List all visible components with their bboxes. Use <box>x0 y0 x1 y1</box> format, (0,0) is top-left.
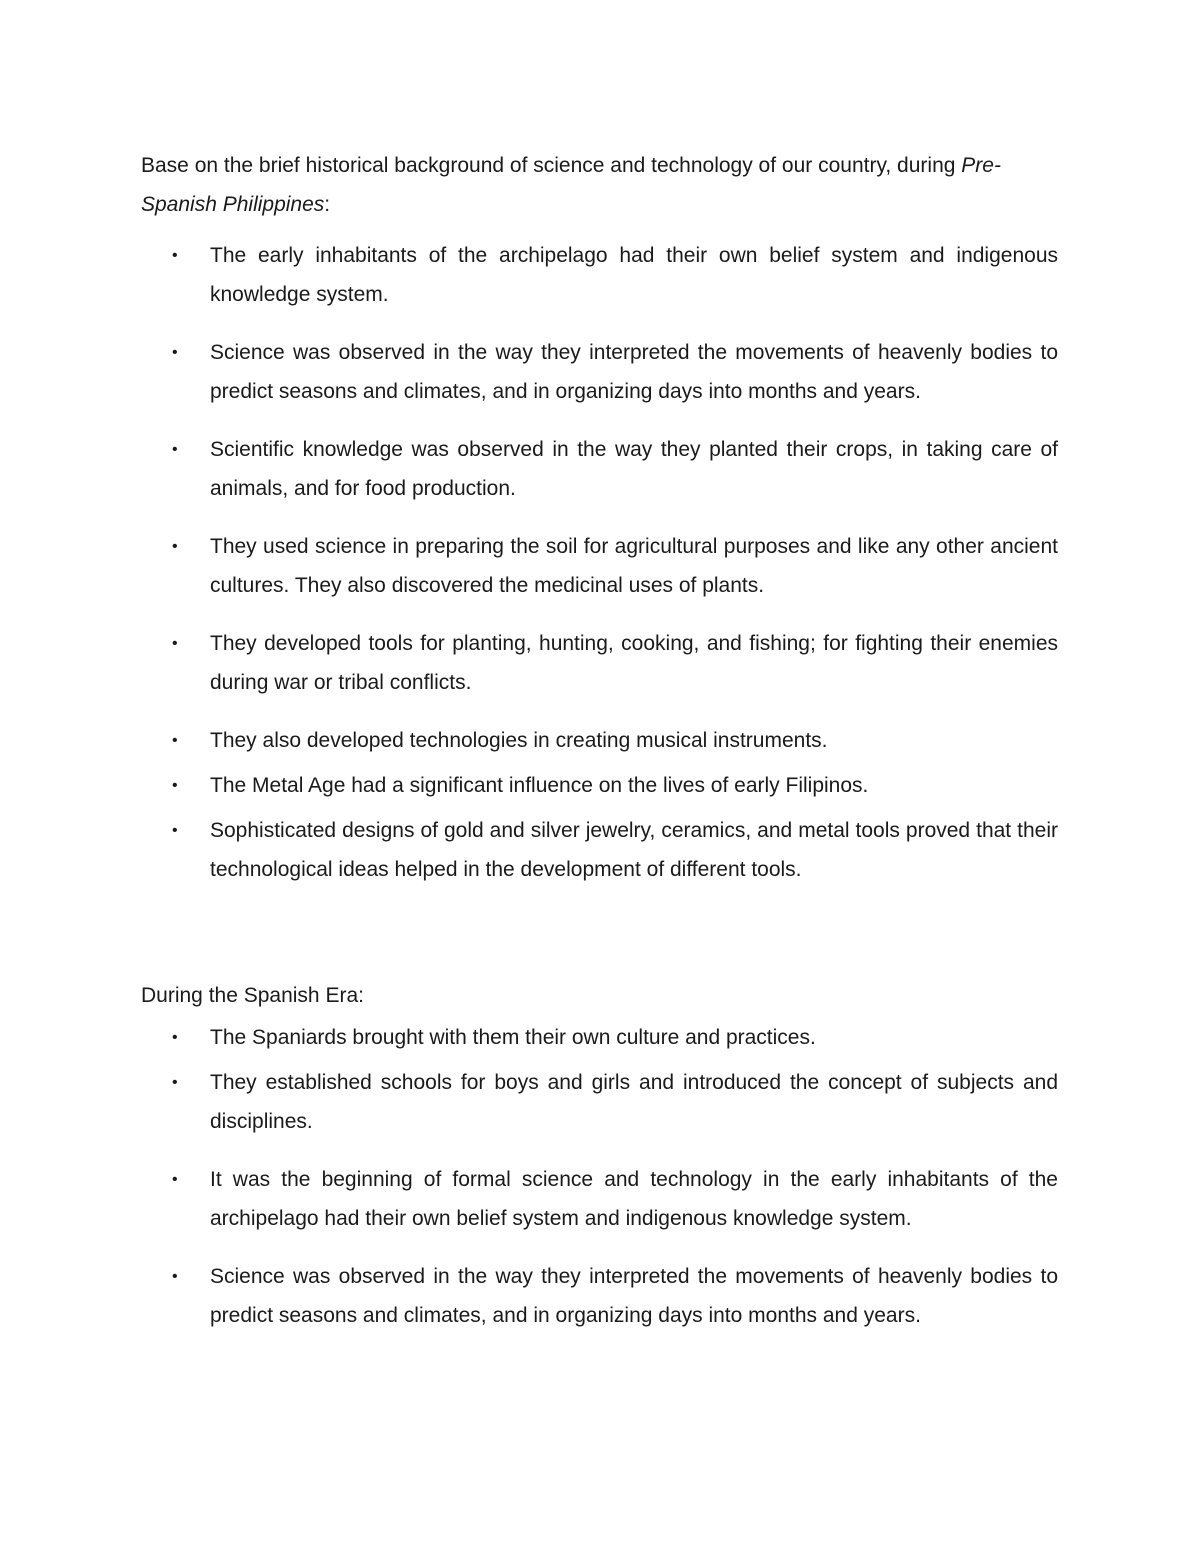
bullet-icon: • <box>172 538 178 555</box>
bullet-icon: • <box>172 635 178 652</box>
intro-text: Base on the brief historical background of science and technology of our country, during <box>141 154 962 177</box>
list-item-text: They also developed technologies in creating musical instruments. <box>210 729 828 752</box>
list-item <box>0 1018 1058 1057</box>
bullet-icon: • <box>172 344 178 361</box>
list-item-text: It was the beginning of formal science and technology in the early inhabitants of the archipelago had their own belief system and indigenous knowledge system. <box>210 1168 1058 1230</box>
list-item-text: The Spaniards brought with them their own culture and practices. <box>210 1026 816 1049</box>
pre-spanish-list <box>0 236 1058 889</box>
list-item-text: They used science in preparing the soil for agricultural purposes and like any other ancient cultures. They also discovered the medicinal uses of plants. <box>210 535 1058 597</box>
list-item <box>0 430 1058 508</box>
list-item <box>0 1160 1058 1238</box>
list-item <box>0 811 1058 889</box>
intro-paragraph <box>141 146 1061 224</box>
list-item <box>0 236 1058 314</box>
list-item <box>0 527 1058 605</box>
list-item-text: Science was observed in the way they interpreted the movements of heavenly bodies to predict seasons and climates, and in organizing days into months and years. <box>210 341 1058 403</box>
bullet-icon: • <box>172 1074 178 1091</box>
spanish-era-list <box>0 1018 1058 1335</box>
bullet-icon: • <box>172 1171 178 1188</box>
intro-suffix: : <box>324 193 331 216</box>
list-item <box>0 624 1058 702</box>
list-item <box>0 721 1058 760</box>
list-item-text: Scientific knowledge was observed in the way they planted their crops, in taking care of animals, and for food production. <box>210 438 1058 500</box>
list-item-text: They established schools for boys and girls and introduced the concept of subjects and disciplines. <box>210 1071 1058 1133</box>
intro-emphasis: Pre-Spanish Philippines <box>141 154 1001 216</box>
bullet-icon: • <box>172 1029 178 1046</box>
list-item <box>0 1063 1058 1141</box>
list-item <box>0 333 1058 411</box>
bullet-icon: • <box>172 441 178 458</box>
bullet-icon: • <box>172 247 178 264</box>
bullet-icon: • <box>172 732 178 749</box>
list-item-text: Sophisticated designs of gold and silver jewelry, ceramics, and metal tools proved that their technological ideas helped in the development of different tools. <box>210 819 1058 881</box>
bullet-icon: • <box>172 822 178 839</box>
bullet-icon: • <box>172 777 178 794</box>
list-item-text: They developed tools for planting, hunting, cooking, and fishing; for fighting their enemies during war or tribal conflicts. <box>210 632 1058 694</box>
bullet-icon: • <box>172 1268 178 1285</box>
list-item <box>0 1257 1058 1335</box>
list-item <box>0 766 1058 805</box>
list-item-text: The Metal Age had a significant influence on the lives of early Filipinos. <box>210 774 869 797</box>
list-item-text: The early inhabitants of the archipelago had their own belief system and indigenous knowledge system. <box>210 244 1058 306</box>
spanish-era-heading: During the Spanish Era: <box>141 984 364 1007</box>
list-item-text: Science was observed in the way they interpreted the movements of heavenly bodies to predict seasons and climates, and in organizing days into months and years. <box>210 1265 1058 1327</box>
